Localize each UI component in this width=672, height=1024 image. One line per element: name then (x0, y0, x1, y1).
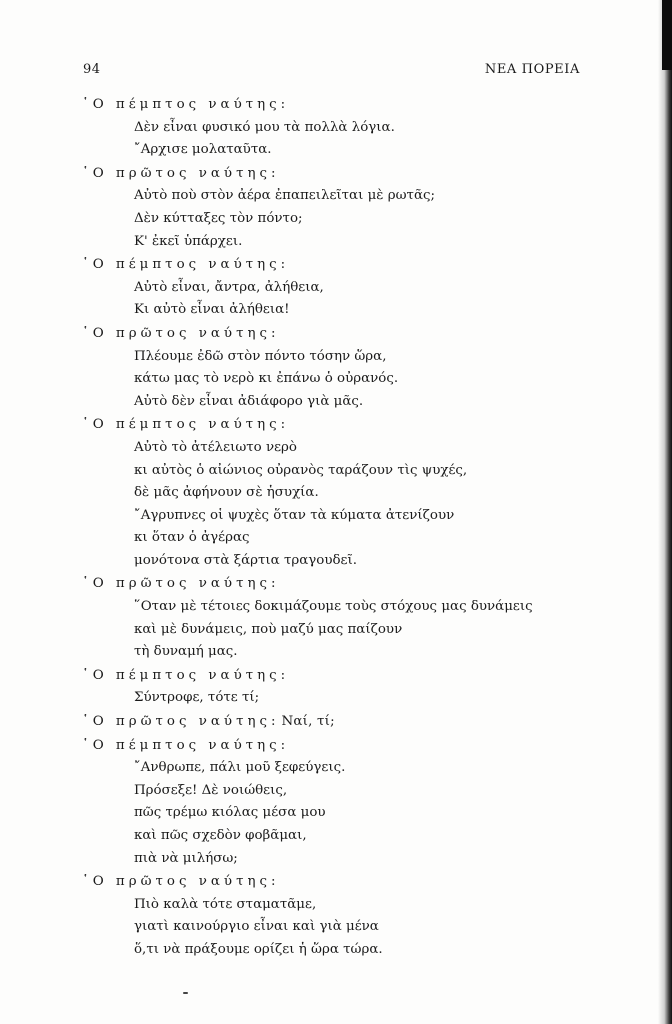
dialogue-block (82, 735, 582, 871)
print-speck (183, 992, 188, 994)
verse-line: κι αὐτὸς ὁ αἰώνιος οὐρανὸς ταράζουν τὶς ψυχές, (134, 462, 468, 478)
verse-line: δὲ μᾶς ἀφήνουν σὲ ἡσυχία. (134, 485, 319, 501)
page-edge-dark-corner (662, 0, 672, 70)
speaker-label: ῾Ο πέμπτος ναύτης: (82, 417, 290, 433)
speaker-label: ῾Ο πρῶτος ναύτης: (82, 714, 280, 730)
verse-line: Δὲν εἶναι φυσικό μου τὰ πολλὰ λόγια. (134, 119, 395, 135)
speaker-label-with-reply (82, 711, 582, 734)
speaker-label: ῾Ο πέμπτος ναύτης: (82, 257, 290, 273)
dialogue-block (82, 163, 582, 253)
running-head: ΝΕΑ ΠΟΡΕΙΑ (484, 62, 580, 77)
verse-line: ῞Οταν μὲ τέτοιες δοκιμάζουμε τοὺς στόχους μας δυνάμεις (134, 599, 533, 615)
verse-line: κάτω μας τὸ νερὸ κι ἐπάνω ὁ οὐρανός. (134, 371, 399, 387)
verse-line: πῶς τρέμω κιόλας μέσα μου (134, 805, 326, 821)
verse-line: καὶ πῶς σχεδὸν φοβᾶμαι, (134, 828, 307, 843)
dialogue-block (82, 323, 582, 413)
dialogue-body (82, 94, 582, 963)
speaker-label: ῾Ο πρῶτος ναύτης: (82, 874, 280, 890)
verse-line: καὶ μὲ δυνάμεις, ποὺ μαζύ μας παίζουν (134, 621, 403, 637)
verse-line: Αὐτὸ ποὺ στὸν ἀέρα ἐπαπειλεῖται μὲ ρωτᾶς; (134, 188, 436, 204)
speaker-label: ῾Ο πρῶτος ναύτης: (82, 325, 280, 341)
speaker-label: ῾Ο πρῶτος ναύτης: (82, 576, 280, 592)
verse-line: ὅ,τι νὰ πράξουμε ορίζει ἡ ὥρα τώρα. (134, 941, 383, 957)
verse-line: Δὲν κύτταξες τὸν πόντο; (134, 210, 303, 226)
verse-line: Αὐτὸ τὸ ἀτέλειωτο νερὸ (134, 439, 297, 455)
verse-line: Σύντροφε, τότε τί; (134, 690, 260, 706)
speaker-label: ῾Ο πέμπτος ναύτης: (82, 667, 290, 683)
verse-line: Αὐτὸ δὲν εἶναι ἀδιάφορο γιὰ μᾶς. (134, 393, 364, 409)
verse-line: ῎Αγρυπνες οἱ ψυχὲς ὅταν τὰ κύματα ἀτενίζουν (134, 507, 455, 523)
speaker-label: ῾Ο πέμπτος ναύτης: (82, 737, 290, 753)
verse-line: Κ' ἐκεῖ ὑπάρχει. (134, 233, 243, 249)
page-edge-shadow (658, 0, 672, 1024)
verse-line: γιατὶ καινούργιο εἶναι καὶ γιὰ μένα (134, 919, 379, 935)
dialogue-block (82, 665, 582, 710)
speaker-label: ῾Ο πέμπτος ναύτης: (82, 97, 290, 112)
dialogue-block (82, 871, 582, 961)
dialogue-block (82, 711, 582, 734)
verse-line: Κι αὐτὸ εἶναι ἀλήθεια! (134, 302, 290, 318)
dialogue-block (82, 254, 582, 322)
verse-line: Πρόσεξε! Δὲ νοιώθεις, (134, 782, 288, 798)
verse-line: πιὰ νὰ μιλήσω; (134, 850, 238, 866)
verse-line: κι ὅταν ὁ ἀγέρας (134, 530, 250, 546)
dialogue-block (82, 414, 582, 572)
dialogue-block (82, 573, 582, 663)
speaker-label: ῾Ο πρῶτος ναύτης: (82, 165, 280, 181)
verse-line: Πιὸ καλὰ τότε σταματᾶμε, (134, 896, 317, 912)
dialogue-block (82, 94, 582, 162)
verse-line: ῎Ανθρωπε, πάλι μοῦ ξεφεύγεις. (134, 760, 346, 776)
verse-line: τὴ δυναμή μας. (134, 644, 238, 660)
verse-line: Πλέουμε ἐδῶ στὸν πόντο τόσην ὥρα, (134, 348, 387, 364)
page-number: 94 (83, 62, 101, 77)
verse-line: μονότονα στὰ ξάρτια τραγουδεῖ. (134, 552, 358, 568)
verse-line: Αὐτὸ εἶναι, ἄντρα, ἀλήθεια, (134, 279, 324, 295)
inline-reply: Ναί, τί; (281, 714, 335, 730)
verse-line: ῎Αρχισε μολαταῦτα. (134, 142, 272, 158)
